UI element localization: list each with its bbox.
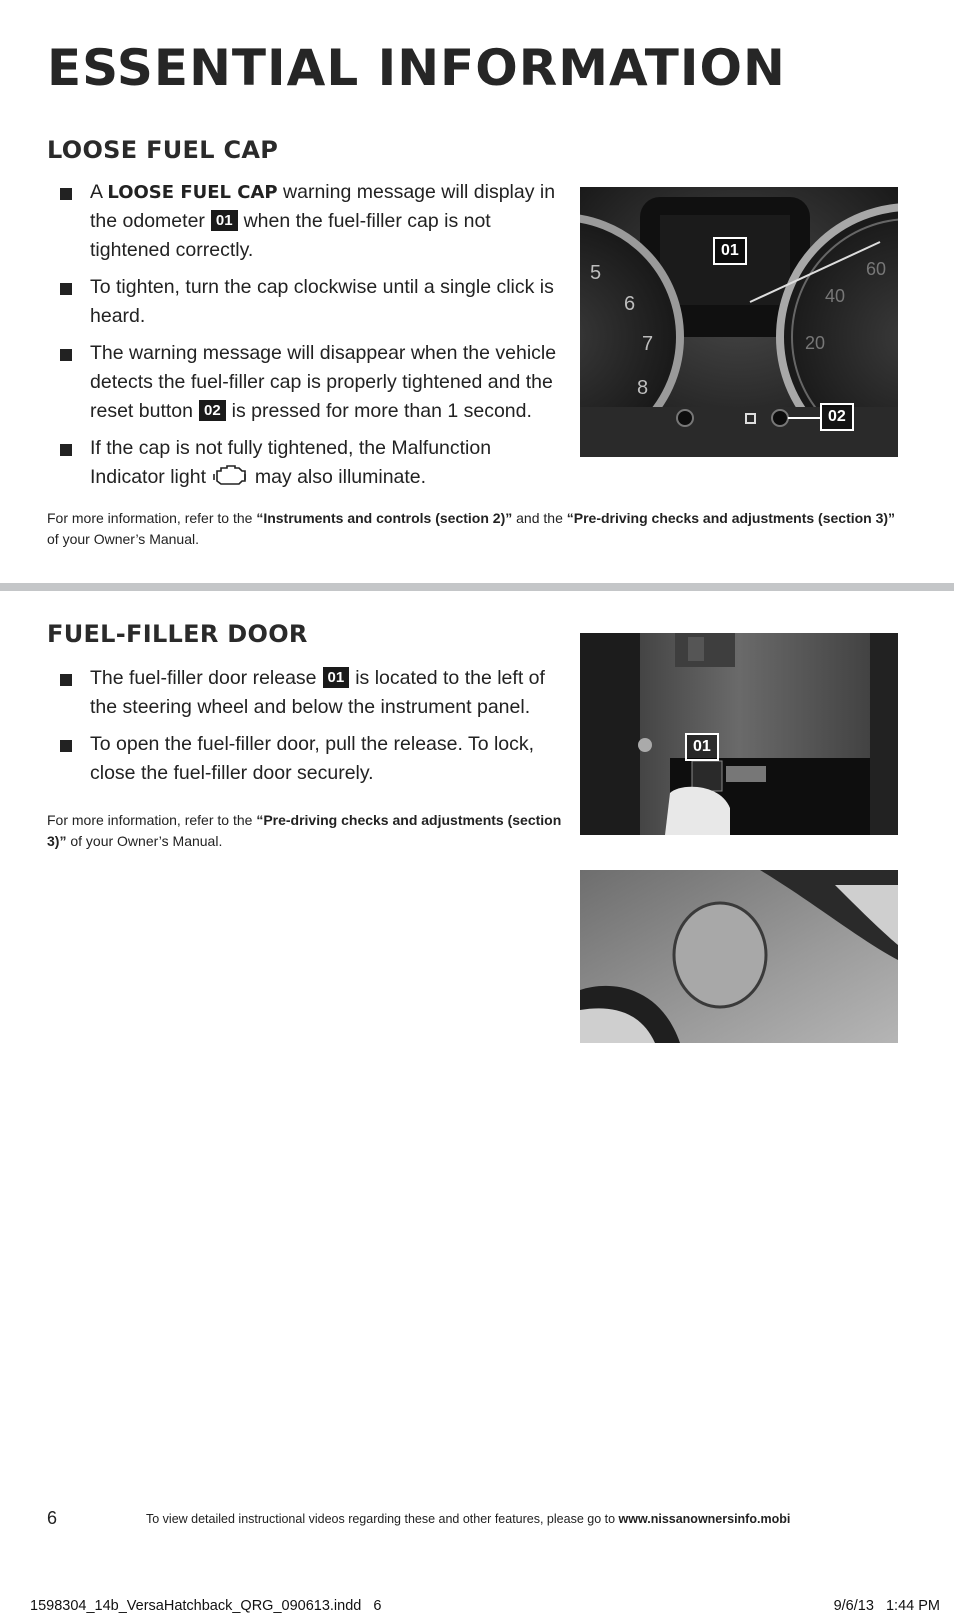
manual-reference: “Pre-driving checks and adjustments (section 3)” [47,812,562,849]
gauge-number: 40 [825,286,846,306]
loose-fuel-cap-bullets [60,178,560,500]
bullet-text: is located to the left of the steering wheel and below the instrument panel. [90,667,545,718]
bullet-text: The warning message will disappear when the vehicle detects the fuel-filler cap is properly tightened and the reset button [90,342,557,422]
instrument-cluster-photo [580,187,898,457]
bullet-text: warning message will display in the odometer [90,181,556,232]
note-text: For more information, refer to the [47,812,253,828]
bullet-text: To open the fuel-filler door, pull the release. To lock, close the fuel-filler door securely. [90,733,535,784]
list-item [60,339,560,426]
bullet-text: may also illuminate. [254,466,427,488]
manual-reference: “Instruments and controls (section 2)” [256,510,513,526]
callout-marker-01: 01 [323,667,350,688]
loose-fuel-cap-label: LOOSE FUEL CAP [107,182,278,203]
list-item [60,434,560,492]
release-lever-illustration [580,633,898,835]
bullet-text: To tighten, turn the cap clockwise until a single click is heard. [90,276,554,327]
section-heading-loose-fuel-cap: LOOSE FUEL CAP [47,136,279,164]
footer-note [146,1512,790,1526]
bullet-text: The fuel-filler door release [90,667,317,689]
gauge-number: 6 [624,293,636,315]
gauge-number: 7 [642,333,654,355]
fuel-filler-door-bullets [60,664,560,796]
callout-marker-01: 01 [211,210,238,231]
print-slug-filename: 1598304_14b_VersaHatchback_QRG_090613.indd 6 [30,1598,382,1614]
fuel-door-release-photo [580,633,898,835]
bullet-text: If the cap is not fully tightened, the Malfunction Indicator light [90,437,492,488]
gauge-number: 8 [637,377,649,399]
list-item [60,178,560,265]
fuel-filler-door-reference-note [47,810,567,852]
fuel-door-exterior-photo [580,870,898,1043]
note-text: of your Owner’s Manual. [47,531,199,547]
gauge-number: 20 [805,333,826,353]
website-link[interactable]: www.nissanownersinfo.mobi [618,1512,791,1526]
bullet-text: A [90,181,102,203]
photo-callout-01: 01 [685,733,719,761]
loose-fuel-cap-reference-note [47,508,907,550]
note-text: of your Owner’s Manual. [70,833,223,849]
malfunction-indicator-icon [213,463,247,489]
note-text: For more information, refer to the [47,510,253,526]
fuel-door-illustration [580,870,898,1043]
bullet-text: is pressed for more than 1 second. [231,400,532,422]
section-divider [0,583,954,591]
list-item [60,273,560,331]
page-title: ESSENTIAL INFORMATION [47,39,786,97]
photo-callout-01: 01 [713,237,747,265]
manual-reference: “Pre-driving checks and adjustments (section 3)” [566,510,896,526]
list-item [60,664,560,722]
note-text: and the [516,510,563,526]
bullet-text: when the fuel-filler cap is not tightened correctly. [90,210,491,261]
list-item [60,730,560,788]
print-slug-date: 9/6/13 1:44 PM [833,1598,940,1614]
photo-callout-02: 02 [820,403,854,431]
footer-note-text: To view detailed instructional videos regarding these and other features, please go to [146,1512,616,1526]
callout-marker-02: 02 [199,400,226,421]
gauge-number: 60 [866,259,887,279]
gauge-number: 5 [590,262,602,284]
section-heading-fuel-filler-door: FUEL-FILLER DOOR [47,620,308,648]
page-number: 6 [47,1508,58,1528]
